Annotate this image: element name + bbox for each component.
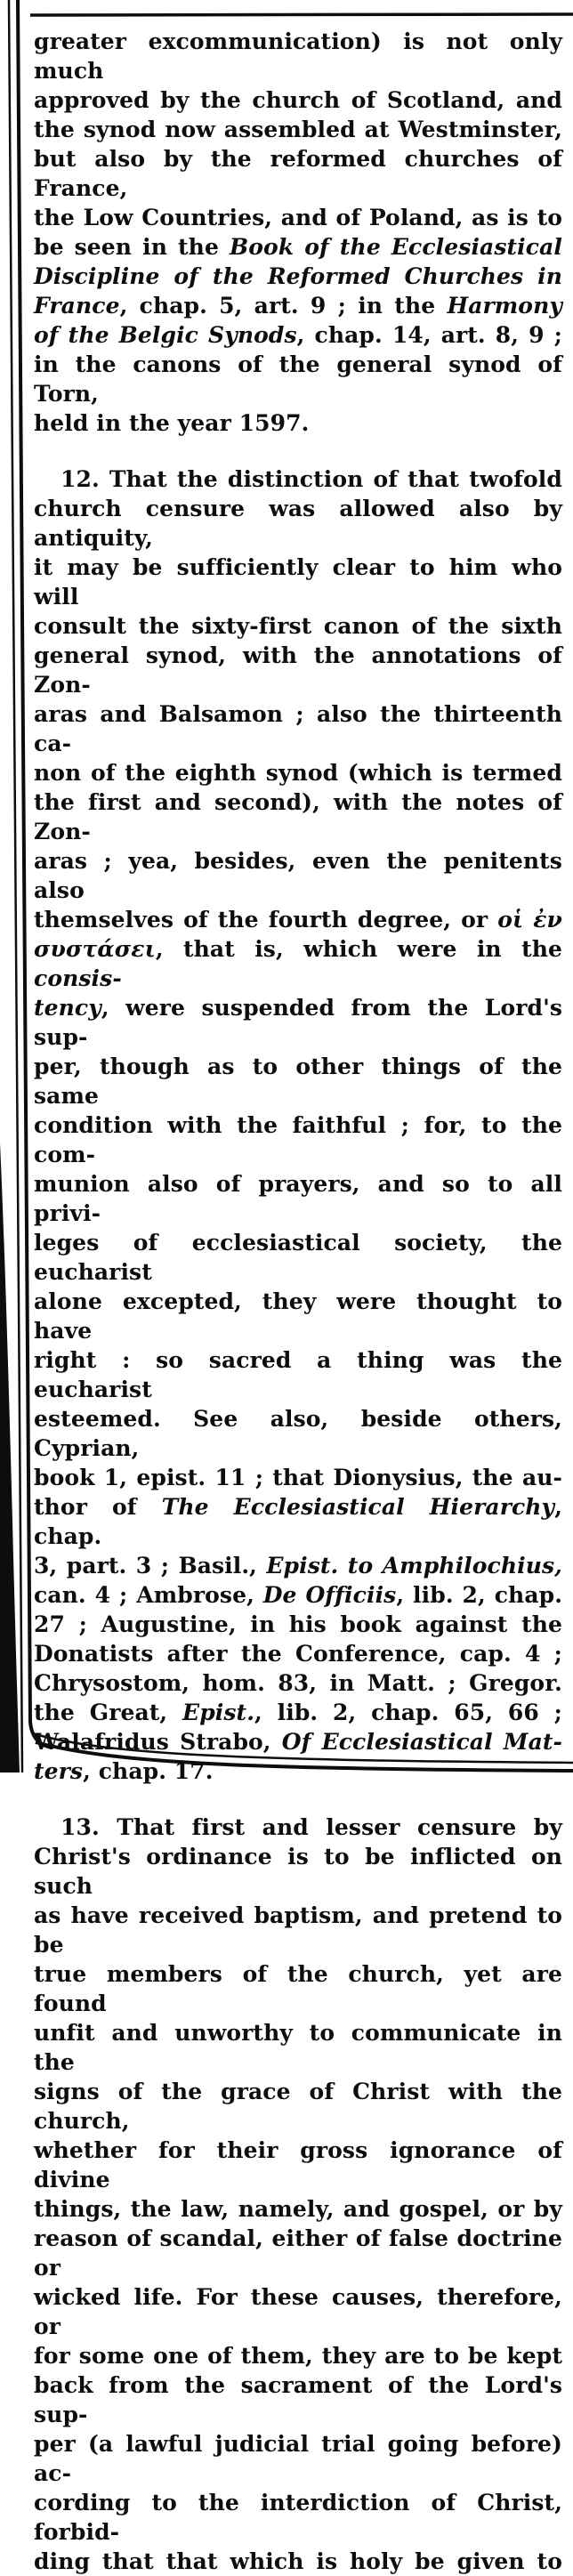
text-segment: alone excepted, they were thought to have <box>34 1288 562 1344</box>
text-segment: the first and second), with the notes of Zon- <box>34 789 562 844</box>
text-line <box>34 1169 562 1228</box>
italic-text-segment: consis- <box>34 965 122 991</box>
text-line <box>34 464 562 494</box>
text-segment: Christ's ordinance is to be inflicted on such <box>34 1844 562 1899</box>
text-segment: , chap. 17. <box>83 1758 214 1784</box>
text-segment: book 1, epist. 11 ; that Dionysius, the au- <box>34 1465 562 1490</box>
text-segment: general synod, with the annotations of Zon- <box>34 642 562 698</box>
text-line <box>34 553 562 611</box>
text-line <box>34 2282 562 2341</box>
text-segment: 3, part. 3 ; Basil., <box>34 1553 267 1579</box>
text-segment: the Great, <box>34 1700 183 1725</box>
text-line <box>34 1463 562 1492</box>
text-segment: munion also of prayers, and so to all privi- <box>34 1171 562 1226</box>
text-line <box>34 85 562 115</box>
text-segment: for some one of them, they are to be kept <box>34 2343 562 2369</box>
text-line <box>34 1345 562 1404</box>
text-segment: Chrysostom, hom. 83, in Matt. ; Gregor. <box>34 1670 562 1696</box>
text-line <box>34 408 562 438</box>
text-segment: , chap. 14, art. 8, 9 ; <box>296 322 563 348</box>
text-segment: , chap. <box>34 1494 562 1549</box>
text-line <box>34 2370 562 2429</box>
text-segment: leges of ecclesiastical society, the eucharist <box>34 1230 562 1285</box>
text-line <box>34 115 562 144</box>
text-line <box>34 1610 562 1639</box>
text-segment: the Low Countries, and of Poland, as is to <box>34 205 562 230</box>
text-line <box>34 27 562 85</box>
text-segment: aras and Balsamon ; also the thirteenth ca- <box>34 701 562 756</box>
text-line <box>34 2194 562 2224</box>
text-segment: cording to the interdiction of Christ, forbid- <box>34 2490 562 2545</box>
text-line <box>34 203 562 232</box>
text-segment: 12. That the distinction of that twofold <box>61 466 562 492</box>
text-line <box>34 1551 562 1580</box>
text-line <box>34 758 562 787</box>
text-line <box>34 1901 562 1959</box>
text-segment: condition with the faithful ; for, to the com- <box>34 1112 562 1167</box>
text-segment: , lib. 2, chap. 65, 66 ; <box>254 1700 562 1725</box>
text-line <box>34 1727 562 1756</box>
text-segment: Donatists after the Conference, cap. 4 ; <box>34 1641 562 1667</box>
text-segment: consult the sixty-first canon of the sixth <box>34 613 562 639</box>
text-segment: non of the eighth synod (which is termed <box>34 760 562 786</box>
text-segment: as have received baptism, and pretend to be <box>34 1902 562 1958</box>
italic-text-segment: De Officiis <box>262 1582 397 1608</box>
text-segment: it may be sufficiently clear to him who will <box>34 554 562 610</box>
text-segment: right : so sacred a thing was the eucharist <box>34 1347 562 1402</box>
text-segment: , lib. 2, chap. <box>396 1582 562 1608</box>
text-line <box>34 1842 562 1901</box>
paragraph-continuation <box>34 27 562 438</box>
text-line <box>34 1287 562 1345</box>
text-line <box>34 787 562 846</box>
italic-text-segment: Epist. to Amphilochius, <box>266 1553 562 1579</box>
text-segment: themselves of the fourth degree, or <box>34 907 498 933</box>
text-segment: reason of scandal, either of false doctrine or <box>34 2225 562 2281</box>
text-line <box>34 1698 562 1727</box>
text-line <box>34 2547 562 2576</box>
text-line <box>34 1813 562 1842</box>
top-rule <box>30 14 573 15</box>
text-line <box>34 1959 562 2018</box>
text-segment: but also by the reformed churches of France, <box>34 146 562 201</box>
text-segment: whether for their gross ignorance of divine <box>34 2137 562 2192</box>
text-segment: things, the law, namely, and gospel, or by <box>34 2196 562 2222</box>
text-segment: can. 4 ; Ambrose, <box>34 1582 263 1608</box>
text-line <box>34 2488 562 2547</box>
text-line <box>34 1404 562 1463</box>
text-segment: approved by the church of Scotland, and <box>34 87 562 113</box>
text-line <box>34 993 562 1052</box>
text-segment: held in the year 1597. <box>34 410 310 436</box>
text-segment: back from the sacrament of the Lord's sup- <box>34 2372 562 2427</box>
text-segment: be seen in the <box>34 234 230 260</box>
text-line <box>34 2429 562 2488</box>
italic-text-segment: France <box>34 293 120 319</box>
gutter-shadow-wedge <box>0 1143 20 1773</box>
paragraph-item-13 <box>34 1813 562 2576</box>
text-line <box>34 2018 562 2077</box>
text-segment: , chap. 5, art. 9 ; in the <box>119 293 448 319</box>
text-line <box>34 262 562 291</box>
binding-outer-line <box>9 0 22 1773</box>
text-line <box>34 291 562 320</box>
text-line <box>34 611 562 641</box>
text-segment: , were suspended from the Lord's sup- <box>34 995 562 1050</box>
italic-text-segment: of the Belgic Synods <box>34 322 297 348</box>
text-line <box>34 1228 562 1287</box>
italic-text-segment: Discipline of the Reformed Churches in <box>34 263 562 289</box>
text-segment: ding that that which is holy be given to <box>34 2548 562 2574</box>
text-segment: , that is, which were in the <box>155 936 562 962</box>
text-line <box>34 1110 562 1169</box>
italic-text-segment: The Ecclesiastical Hierarchy <box>161 1494 555 1520</box>
text-segment: 13. That first and lesser censure by <box>61 1814 562 1840</box>
text-segment: Walafridus Strabo, <box>34 1729 282 1755</box>
text-segment: per (a lawful judicial trial going before) ac- <box>34 2431 562 2486</box>
text-line <box>34 699 562 758</box>
text-line <box>34 934 562 993</box>
text-line <box>34 1492 562 1551</box>
text-segment: 27 ; Augustine, in his book against the <box>34 1611 562 1637</box>
text-line <box>34 350 562 408</box>
text-segment: per, though as to other things of the same <box>34 1054 562 1109</box>
italic-text-segment: tency <box>34 995 101 1021</box>
text-line <box>34 641 562 699</box>
text-segment: the synod now assembled at Westminster, <box>34 117 562 142</box>
text-segment: church censure was allowed also by antiquity, <box>34 496 562 551</box>
text-segment: true members of the church, yet are found <box>34 1961 562 2016</box>
text-line <box>34 1052 562 1110</box>
text-segment: signs of the grace of Christ with the church, <box>34 2079 562 2134</box>
italic-text-segment: Harmony <box>447 293 562 319</box>
text-line <box>34 1639 562 1668</box>
text-line <box>34 2136 562 2194</box>
paragraph-item-12 <box>34 464 562 1786</box>
text-segment: unfit and unworthy to communicate in the <box>34 2020 562 2075</box>
italic-text-segment: οἱ ἐν <box>497 907 562 933</box>
text-segment: wicked life. For these causes, therefore, or <box>34 2284 562 2339</box>
italic-text-segment: συστάσει <box>34 936 156 962</box>
text-segment: greater excommunication) is not only much <box>34 28 562 84</box>
italic-text-segment: ters <box>34 1758 84 1784</box>
text-line <box>34 2077 562 2136</box>
text-segment: thor of <box>34 1494 162 1520</box>
text-line <box>34 232 562 262</box>
text-line <box>34 494 562 553</box>
italic-text-segment: Of Ecclesiastical Mat- <box>281 1729 562 1755</box>
text-line <box>34 846 562 905</box>
italic-text-segment: Epist. <box>182 1700 255 1725</box>
text-segment: aras ; yea, besides, even the penitents also <box>34 848 562 903</box>
text-line <box>34 2341 562 2370</box>
text-line <box>34 905 562 934</box>
text-line <box>34 1580 562 1610</box>
italic-text-segment: Book of the Ecclesiastical <box>230 234 562 260</box>
text-segment: in the canons of the general synod of Torn, <box>34 351 562 407</box>
text-line <box>34 144 562 203</box>
text-column <box>34 27 562 2576</box>
text-line <box>34 2224 562 2282</box>
text-segment: esteemed. See also, beside others, Cyprian, <box>34 1406 562 1461</box>
text-line <box>34 1756 562 1786</box>
text-line <box>34 320 562 350</box>
text-line <box>34 1668 562 1698</box>
